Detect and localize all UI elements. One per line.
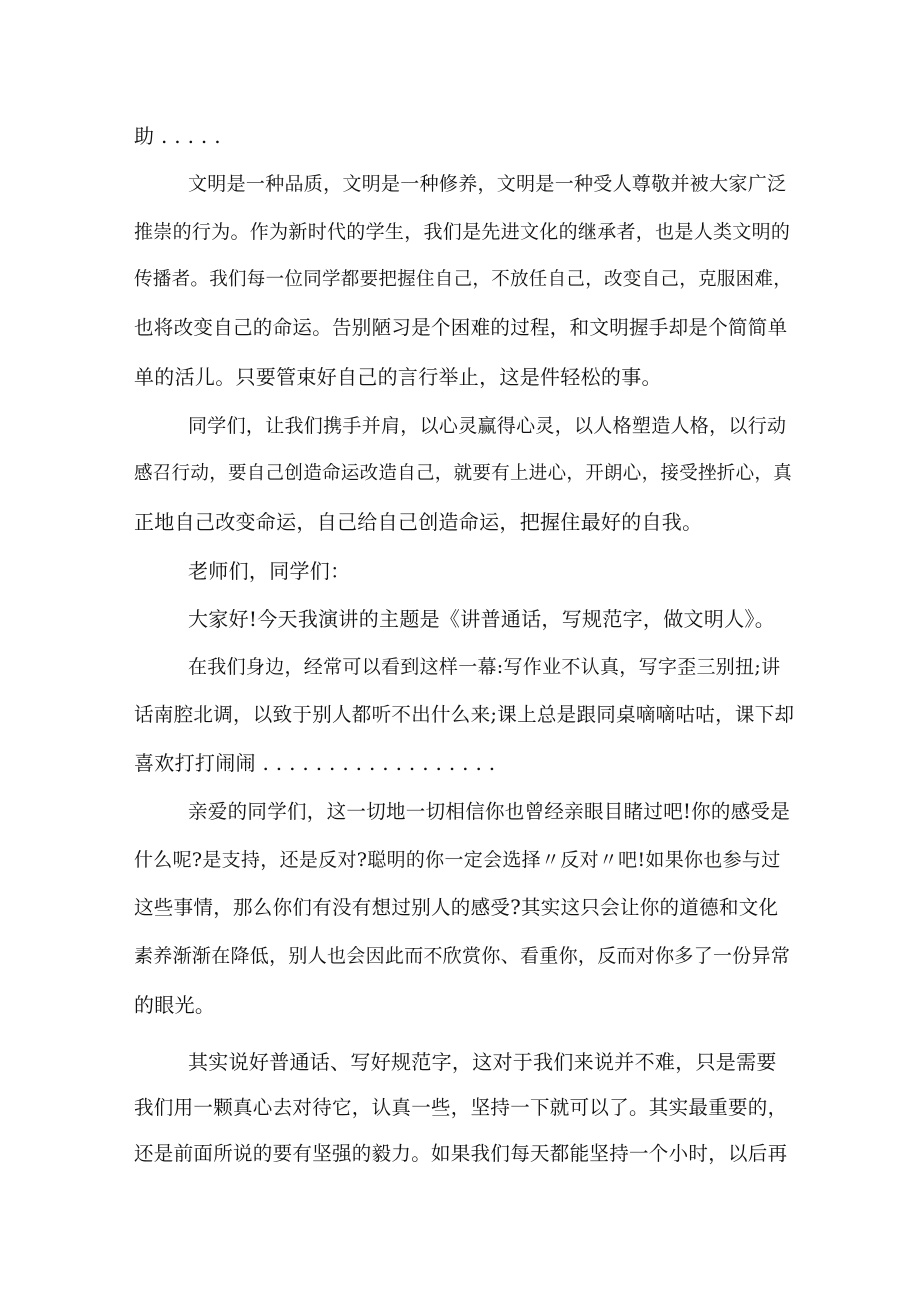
text-line: 这些事情，那么你们有没有想过别人的感受?其实这只会让你的道德和文化 xyxy=(134,896,779,919)
text-line: 感召行动，要自己创造命运改造自己，就要有上进心，开朗心，接受挫折心，真 xyxy=(134,463,793,484)
text-line: 的眼光。 xyxy=(134,993,216,1017)
text-line: 正地自己改变命运，自己给自己创造命运，把握住最好的自我。 xyxy=(134,510,703,534)
text-line: 老师们，同学们： xyxy=(188,559,351,583)
text-line: 喜欢打打闹闹 . . . . . . . . . . . . . . . . . . xyxy=(134,751,496,775)
text-line: 还是前面所说的要有坚强的毅力。如果我们每天都能坚持一个小时，以后再 xyxy=(134,1142,788,1165)
text-line: 同学们，让我们携手并肩，以心灵赢得心灵，以人格塑造人格，以行动 xyxy=(188,415,787,437)
text-line: 单的活儿。只要管束好自己的言行举止，这是件轻松的事。 xyxy=(134,365,662,389)
text-line: 在我们身边，经常可以看到这样一幕:写作业不认真，写字歪三别扭;讲 xyxy=(188,656,781,678)
text-line: 素养渐渐在降低，别人也会因此而不欣赏你、看重你，反而对你多了一份异常 xyxy=(134,945,791,967)
text-line: 话南腔北调，以致于别人都听不出什么来;课上总是跟同桌嘀嘀咕咕，课下却 xyxy=(134,703,794,726)
text-line: 什么呢?是支持，还是反对?聪明的你一定会选择〃反对〃吧!如果你也参与过 xyxy=(134,849,781,871)
text-line: 其实说好普通话、写好规范字，这对于我们来说并不难，只是需要 xyxy=(188,1050,777,1074)
text-line: 推崇的行为。作为新时代的学生，我们是先进文化的继承者，也是人类文明的 xyxy=(134,221,791,243)
text-line: 助 . . . . . xyxy=(134,124,221,148)
text-line: 我们用一颗真心去对待它，认真一些，坚持一下就可以了。其实最重要的， xyxy=(134,1096,788,1119)
text-line: 亲爱的同学们，这一切地一切相信你也曾经亲眼目睹过吧!你的感受是 xyxy=(188,800,791,823)
text-line: 也将改变自己的命运。告别陋习是个困难的过程，和文明握手却是个简简单 xyxy=(134,316,788,339)
text-line: 文明是一种品质，文明是一种修养，文明是一种受人尊敬并被大家广泛 xyxy=(188,173,787,195)
text-line: 传播者。我们每一位同学都要把握住自己，不放任自己，改变自己，克服困难， xyxy=(134,269,793,290)
text-line: 大家好!今天我演讲的主题是《讲普通话，写规范字，做文明人》。 xyxy=(188,607,776,631)
